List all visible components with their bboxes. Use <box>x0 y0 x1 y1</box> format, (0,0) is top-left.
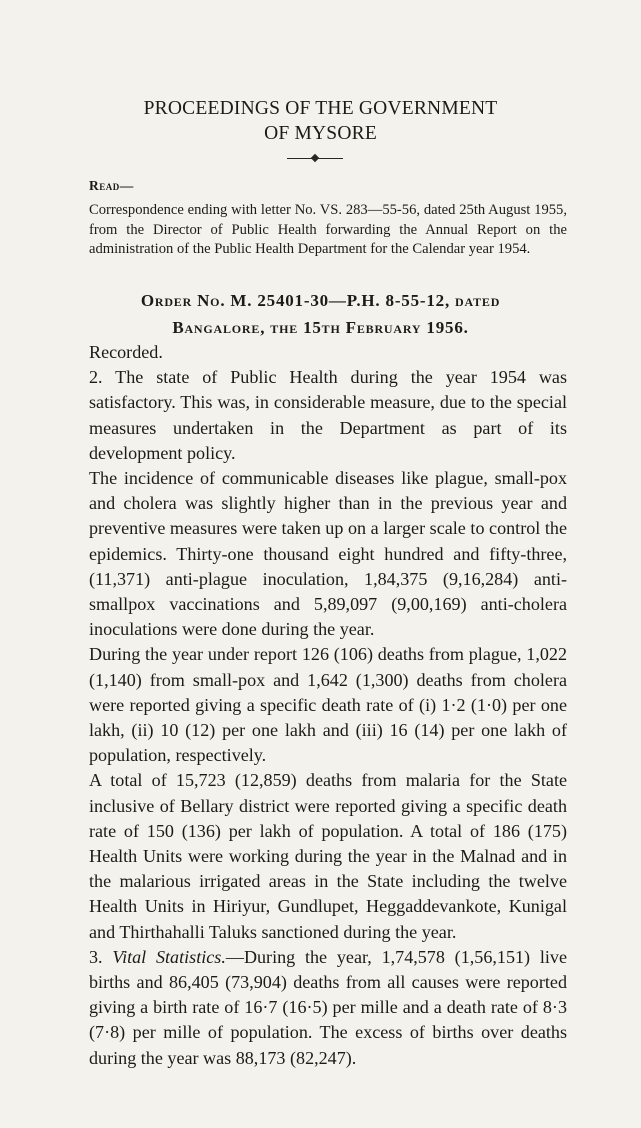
paragraph-malaria: A total of 15,723 (12,859) deaths from malaria for the State inclusive of Bellary district were reported giving a specific death rate of 150 (136) per lakh of population. A total of 186 (175) Health Units were working during the year in the Malnad and in the malarious irrigated areas in the State including the twelve Health Units in Hiriyur, Gundlupet, Heggaddevankote, Kunigal and Thirthahalli Taluks sanctioned during the year. <box>89 770 567 942</box>
recorded-text: Recorded. <box>89 342 163 362</box>
correspondence-text: Correspondence ending with letter No. VS. 283—55-56, dated 25th August 1955, from the Director of Public Health forwarding the Annual Report on the administration of the Public Health Department for the Calendar year 1954. <box>89 202 567 257</box>
paragraph-2: 2. The state of Public Health during the year 1954 was satisfactory. This was, in considerable measure, due to the special measures undertaken in the Department as part of its development policy. <box>89 367 567 463</box>
order-line-2: Bangalore, the 15th February 1956. <box>172 318 469 337</box>
order-body <box>89 340 567 1071</box>
paragraph-incidence: The incidence of communicable diseases like plague, small-pox and cholera was slightly higher than in the previous year and preventive measures were taken up on a larger scale to control the epidemics. Thirty-one thousand eight hundred and fifty-three, (11,371) anti-plague inoculation, 1,84,375 (9,16,284) anti-smallpox vaccinations and 5,89,097 (9,00,169) anti-cholera inoculations were done during the year. <box>89 468 567 640</box>
title-line-2: OF MYSORE <box>264 123 377 144</box>
title-line-1: PROCEEDINGS OF THE GOVERNMENT <box>143 98 498 119</box>
vital-statistics-heading: Vital Statistics. <box>112 946 226 967</box>
document-title <box>0 96 641 146</box>
order-line-1: Order No. M. 25401-30—P.H. 8-55-12, dated <box>140 291 501 310</box>
paragraph-deaths: During the year under report 126 (106) deaths from plague, 1,022 (1,140) from small-pox and 1,642 (1,300) deaths from cholera were reported giving a specific death rate of (i) 1·2 (1·0) per one lakh, (ii) 10 (12) per one lakh and (iii) 16 (14) per one lakh of population, respectively. <box>89 644 567 766</box>
correspondence-paragraph <box>89 201 567 260</box>
paragraph-3 <box>89 945 567 1071</box>
read-label: Read— <box>89 178 134 193</box>
paragraph-3-number: 3. <box>89 946 103 967</box>
order-heading <box>0 287 641 341</box>
paragraph-3-text: —During the year, 1,74,578 (1,56,151) live births and 86,405 (73,904) deaths from all causes were reported giving a birth rate of 16·7 (16·5) per mille and a death rate of 8·3 (7·8) per mille of population. The excess of births over deaths during the year was 88,173 (82,247). <box>89 946 567 1068</box>
divider-ornament <box>287 155 343 163</box>
